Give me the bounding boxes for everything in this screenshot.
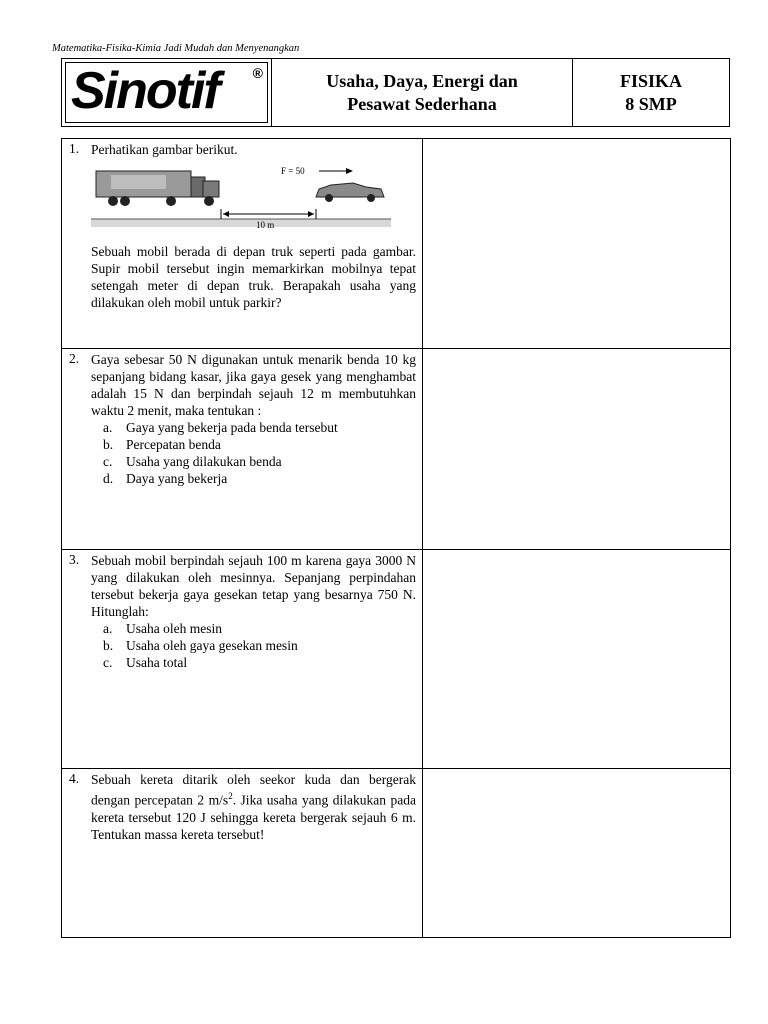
title-line-2: Pesawat Sederhana [347, 93, 497, 114]
question-body: Sebuah mobil berpindah sejauh 100 m karena gaya 3000 N yang dilakukan oleh mesinnya. Sepanjang perpindahan tersebut bekerja gaya gesekan tetap yang besarnya 750 N. Hitunglah: [91, 553, 416, 619]
sub-question [103, 470, 416, 487]
sub-question-text: Usaha oleh mesin [126, 621, 222, 636]
answer-area[interactable] [423, 139, 730, 348]
distance-marker-icon [221, 209, 316, 219]
sub-question-text: Percepatan benda [126, 437, 221, 452]
logo-wordmark: Sinotif [71, 62, 219, 120]
sub-question [103, 637, 416, 654]
question-text [91, 771, 416, 843]
question-body-continued: . Jika usaha yang dilakukan pada kereta tersebut 120 J sehingga kereta bergerak sejauh 6 m. Tentukan massa kereta tersebut! [91, 792, 416, 842]
unit-superscript: 2 [228, 791, 233, 801]
question-row-4 [62, 769, 730, 937]
question-row-1 [62, 139, 730, 349]
truck-car-figure [91, 161, 391, 231]
subject-line-2: 8 SMP [625, 93, 677, 114]
question-body: Sebuah kereta ditarik oleh seekor kuda dan bergerak dengan percepatan 2 m/s [91, 772, 416, 808]
sub-question [103, 436, 416, 453]
question-number: 2. [69, 351, 80, 366]
force-arrow-icon [319, 168, 353, 174]
force-label: F = 50 [281, 166, 305, 176]
sub-question [103, 419, 416, 436]
subject-line-1: FISIKA [619, 70, 682, 91]
sub-question-text: Usaha yang dilakukan benda [126, 454, 282, 469]
sub-question-list [91, 620, 416, 671]
question-cell [62, 349, 423, 549]
question-intro: Perhatikan gambar berikut. [91, 142, 238, 157]
sub-question-letter: c. [103, 454, 113, 469]
sub-question-text: Usaha oleh gaya gesekan mesin [126, 638, 298, 653]
answer-area[interactable] [423, 769, 730, 937]
car-icon [316, 183, 384, 202]
sub-question [103, 654, 416, 671]
answer-area[interactable] [423, 550, 730, 768]
question-text [91, 552, 416, 671]
question-number: 3. [69, 552, 80, 567]
sub-question-letter: b. [103, 638, 114, 653]
question-text [91, 351, 416, 487]
question-cell [62, 769, 423, 937]
distance-label: 10 m [256, 220, 275, 230]
sub-question-list [91, 419, 416, 487]
worksheet-header [61, 58, 730, 127]
question-cell [62, 139, 423, 348]
question-number: 4. [69, 771, 80, 786]
questions-table [61, 138, 731, 938]
sub-question-text: Usaha total [126, 655, 188, 670]
sub-question-letter: b. [103, 437, 114, 452]
subject-label [573, 59, 729, 126]
sub-question-letter: d. [103, 471, 114, 486]
worksheet-title [272, 59, 573, 126]
question-cell [62, 550, 423, 768]
question-row-2 [62, 349, 730, 550]
brand-logo [65, 62, 268, 123]
answer-area[interactable] [423, 349, 730, 549]
question-body: Gaya sebesar 50 N digunakan untuk menarik benda 10 kg sepanjang bidang kasar, jika gaya gesek yang menghambat adalah 15 N dan berpindah sejauh 12 m membutuhkan waktu 2 menit, maka tentukan : [91, 352, 416, 418]
question-text [91, 141, 416, 311]
truck-icon [96, 171, 219, 206]
title-line-1: Usaha, Daya, Energi dan [326, 70, 518, 91]
registered-mark: ® [252, 65, 263, 81]
logo-cell [62, 59, 272, 126]
sub-question-letter: c. [103, 655, 113, 670]
page-tagline: Matematika-Fisika-Kimia Jadi Mudah dan Menyenangkan [52, 43, 300, 54]
question-number: 1. [69, 141, 80, 156]
sub-question [103, 620, 416, 637]
sub-question-text: Gaya yang bekerja pada benda tersebut [126, 420, 338, 435]
sub-question-letter: a. [103, 621, 113, 636]
question-body: Sebuah mobil berada di depan truk seperti pada gambar. Supir mobil tersebut ingin memarkirkan mobilnya tepat setengah meter di depan truk. Berapakah usaha yang dilakukan oleh mobil untuk parkir? [91, 244, 416, 310]
sub-question-letter: a. [103, 420, 113, 435]
sub-question-text: Daya yang bekerja [126, 471, 228, 486]
sub-question [103, 453, 416, 470]
question-row-3 [62, 550, 730, 769]
